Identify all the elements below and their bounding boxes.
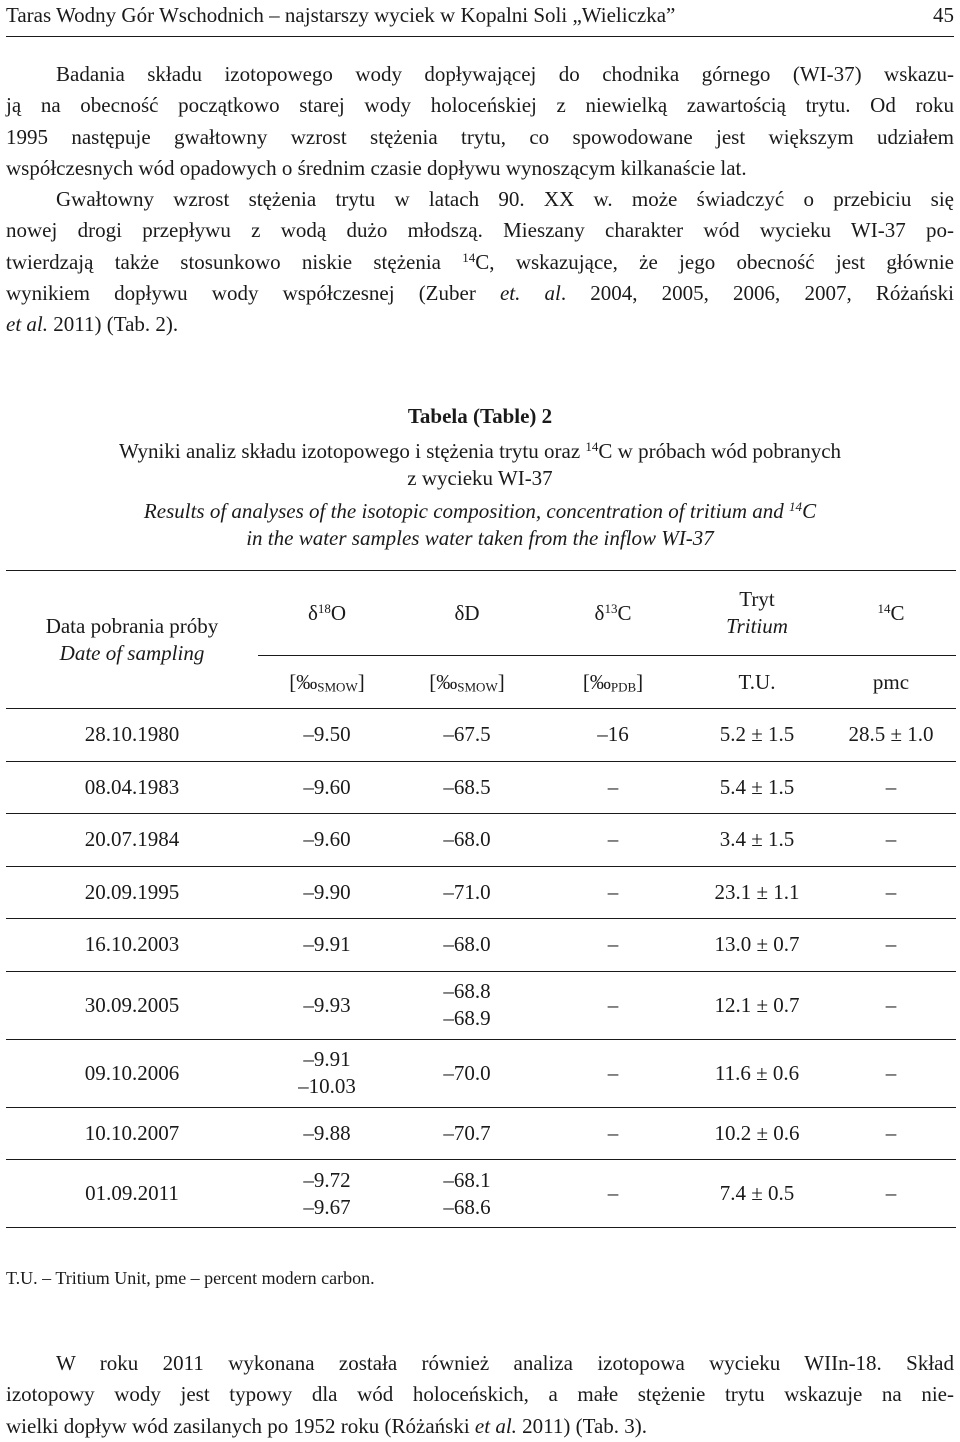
cell-tritium: 5.4 ± 1.5 [688, 761, 826, 814]
cell-delta-18o: –9.50 [258, 709, 396, 762]
cell-delta-18o: –9.72 –9.67 [258, 1160, 396, 1228]
cell-14c: – [826, 1107, 956, 1160]
header-delta-13c: $\delta^{13}C$ [538, 571, 688, 656]
header-14c: $^{14}$C [826, 571, 956, 656]
isotope-results-table [6, 570, 956, 1228]
cell-date: 20.09.1995 [6, 866, 258, 919]
cell-delta-13c: – [538, 814, 688, 867]
paragraph-line: 1995 następuje gwałtowny wzrost stężenia trytu, co spowodowane jest większym udziałem [6, 124, 954, 149]
cell-delta-d: –70.7 [396, 1107, 538, 1160]
table-body [6, 709, 956, 1228]
cell-delta-13c: – [538, 761, 688, 814]
cell-tritium: 13.0 ± 0.7 [688, 919, 826, 972]
cell-delta-d: –68.5 [396, 761, 538, 814]
table-caption-english: Results of analyses of the isotopic composition, concentration of tritium and $^{14}$C in the water samples water taken from the inflow WI-37 [143, 498, 817, 550]
unit-14c: pmc [826, 656, 956, 709]
cell-delta-18o: –9.60 [258, 814, 396, 867]
table-row [6, 1107, 956, 1160]
cell-delta-d: –68.8 –68.9 [396, 971, 538, 1039]
header-date: Data pobrania próby Date of sampling [6, 571, 258, 709]
header-delta-18o: $\delta^{18}O$ [258, 571, 396, 656]
cell-delta-d: –68.0 [396, 919, 538, 972]
table-footnote: T.U. – Tritium Unit, pme – percent modern carbon. [6, 1268, 375, 1288]
paragraph-line: et al. 2011) (Tab. 2). [6, 312, 179, 337]
cell-delta-13c: – [538, 971, 688, 1039]
table-row [6, 814, 956, 867]
unit-delta-d: $[‰_{SMOW}]$ [396, 656, 538, 709]
cell-delta-13c: – [538, 1160, 688, 1228]
paragraph-intro [6, 59, 954, 341]
unit-delta-18o: $[‰_{SMOW}]$ [258, 656, 396, 709]
cell-delta-13c: – [538, 1039, 688, 1107]
paragraph-line: W roku 2011 wykonana została również analiza izotopowa wycieku WIIn-18. Skład [56, 1351, 954, 1375]
cell-date: 09.10.2006 [6, 1039, 258, 1107]
cell-14c: – [826, 1039, 956, 1107]
cell-date: 10.10.2007 [6, 1107, 258, 1160]
cell-14c: – [826, 919, 956, 972]
table-caption-title: Tabela (Table) 2 [407, 404, 553, 428]
running-title: Taras Wodny Gór Wschodnich – najstarszy wyciek w Kopalni Soli „Wieliczka” [6, 3, 676, 27]
running-header [6, 0, 954, 37]
cell-tritium: 5.2 ± 1.5 [688, 709, 826, 762]
header-delta-d: δD [396, 571, 538, 656]
cell-delta-18o: –9.91 –10.03 [258, 1039, 396, 1107]
paragraph-line: twierdzają także stosunkowo niskie stężenia $^{14}$C, wskazujące, że jego obecność jest głównie [6, 249, 954, 274]
table-row [6, 1039, 956, 1107]
cell-delta-d: –68.1 –68.6 [396, 1160, 538, 1228]
unit-delta-13c: $[‰_{PDB}]$ [538, 656, 688, 709]
paragraph-line: Badania składu izotopowego wody dopływającej do chodnika górnego (WI-37) wskazu- [56, 62, 954, 86]
cell-tritium: 23.1 ± 1.1 [688, 866, 826, 919]
cell-delta-d: –68.0 [396, 814, 538, 867]
header-tritium: Tryt Tritium [688, 571, 826, 656]
table-header-row [6, 571, 956, 656]
cell-delta-18o: –9.93 [258, 971, 396, 1039]
cell-14c: – [826, 971, 956, 1039]
cell-delta-13c: – [538, 1107, 688, 1160]
cell-date: 30.09.2005 [6, 971, 258, 1039]
page-number: 45 [933, 3, 954, 27]
paragraph-line: nowej drogi przepływu z wodą dużo młodszą. Mieszany charakter wód wycieku WI-37 po- [6, 218, 954, 243]
table-row [6, 1160, 956, 1228]
cell-delta-13c: –16 [538, 709, 688, 762]
cell-delta-d: –70.0 [396, 1039, 538, 1107]
unit-tritium: T.U. [688, 656, 826, 709]
cell-14c: – [826, 761, 956, 814]
cell-date: 08.04.1983 [6, 761, 258, 814]
table-row [6, 919, 956, 972]
paragraph-closing [6, 1348, 954, 1442]
cell-14c: – [826, 1160, 956, 1228]
cell-delta-18o: –9.90 [258, 866, 396, 919]
paragraph-line: wynikiem dopływu wody współczesnej (Zuber et. al. 2004, 2005, 2006, 2007, Różański [6, 281, 954, 306]
cell-date: 01.09.2011 [6, 1160, 258, 1228]
paragraph-line: współczesnych wód opadowych o średnim czasie dopływu wynoszącym kilkanaście lat. [6, 155, 747, 180]
cell-date: 20.07.1984 [6, 814, 258, 867]
table-row [6, 971, 956, 1039]
cell-14c: 28.5 ± 1.0 [826, 709, 956, 762]
cell-delta-13c: – [538, 919, 688, 972]
paragraph-line: wielki dopływ wód zasilanych po 1952 roku (Różański et al. 2011) (Tab. 3). [6, 1413, 648, 1438]
cell-delta-18o: –9.88 [258, 1107, 396, 1160]
paragraph-line: izotopowy wody jest typowy dla wód holoceńskich, a małe stężenie trytu wskazuje na nie- [6, 1382, 954, 1407]
cell-delta-13c: – [538, 866, 688, 919]
cell-delta-d: –71.0 [396, 866, 538, 919]
cell-date: 28.10.1980 [6, 709, 258, 762]
cell-14c: – [826, 866, 956, 919]
paragraph-line: ją na obecność początkowo starej wody holoceńskiej z niewielką zawartością trytu. Od roku [6, 93, 954, 118]
cell-delta-d: –67.5 [396, 709, 538, 762]
paragraph-line: Gwałtowny wzrost stężenia trytu w latach 90. XX w. może świadczyć o przebiciu się [56, 187, 954, 212]
table-row [6, 866, 956, 919]
cell-delta-18o: –9.91 [258, 919, 396, 972]
cell-14c: – [826, 814, 956, 867]
cell-tritium: 12.1 ± 0.7 [688, 971, 826, 1039]
table-caption-polish: Wyniki analiz składu izotopowego i stężenia trytu oraz $^{14}$C w próbach wód pobranych z wycieku WI-37 [118, 438, 842, 490]
table-row [6, 709, 956, 762]
cell-tritium: 3.4 ± 1.5 [688, 814, 826, 867]
cell-tritium: 7.4 ± 0.5 [688, 1160, 826, 1228]
cell-date: 16.10.2003 [6, 919, 258, 972]
table-row [6, 761, 956, 814]
cell-delta-18o: –9.60 [258, 761, 396, 814]
cell-tritium: 11.6 ± 0.6 [688, 1039, 826, 1107]
cell-tritium: 10.2 ± 0.6 [688, 1107, 826, 1160]
